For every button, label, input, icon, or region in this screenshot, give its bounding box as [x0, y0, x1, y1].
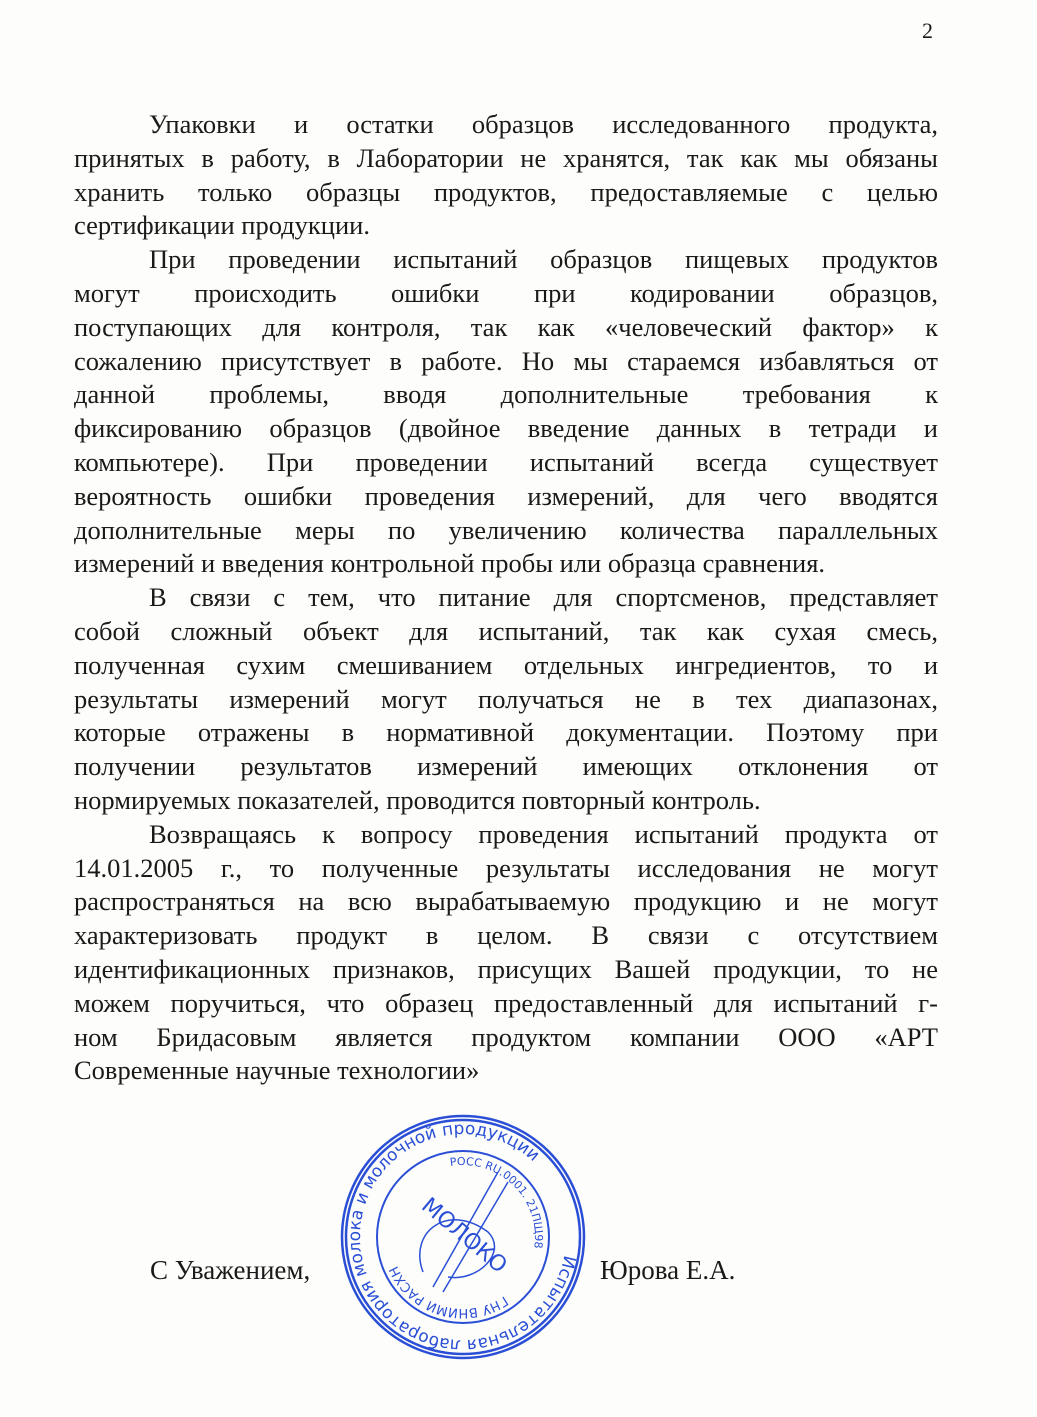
text-line: При проведении испытаний образцов пищевых продуктов: [149, 244, 938, 275]
text-line: измерений и введения контрольной пробы или образца сравнения.: [74, 548, 826, 579]
stamp-outer-text: Испытательная лаборатория молока и молочной продукции: [344, 1118, 580, 1356]
letter-body: [74, 108, 938, 1088]
text-line: получении результатов измерений имеющих отклонения от: [74, 751, 938, 782]
text-line: Упаковки и остатки образцов исследованного продукта,: [149, 109, 938, 139]
text-line: хранить только образцы продуктов, предоставляемые с целью: [74, 176, 938, 207]
text-line: ном Бридасовым является продуктом компании ООО «АРТ: [74, 1021, 938, 1052]
text-line: полученная сухим смешиванием отдельных ингредиентов, то и: [74, 649, 938, 680]
text-line: которые отражены в нормативной документации. Поэтому при: [74, 717, 938, 748]
text-line: принятых в работу, в Лаборатории не хранятся, так как мы обязаны: [74, 142, 938, 173]
stamp-accreditation: РОСС RU.0001. 21ПЩ98: [449, 1154, 546, 1250]
text-line: идентификационных признаков, присущих Вашей продукции, то не: [74, 953, 938, 984]
laboratory-stamp: [338, 1112, 588, 1362]
text-line: фиксированию образцов (двойное введение данных в тетради и: [74, 413, 938, 444]
text-line: вероятность ошибки проведения измерений, для чего вводятся: [74, 480, 938, 511]
text-line: сожалению присутствует в работе. Но мы стараемся избавляться от: [74, 345, 938, 376]
text-line: 14.01.2005 г., то полученные результаты исследования не могут: [74, 852, 938, 883]
text-line: данной проблемы, вводя дополнительные требования к: [74, 379, 938, 410]
page-number: 2: [922, 18, 933, 43]
closing-phrase: С Уважением,: [150, 1255, 311, 1285]
signatory-name: Юрова Е.А.: [600, 1255, 736, 1285]
text-line: В связи с тем, что питание для спортсменов, представляет: [149, 582, 938, 613]
text-line: собой сложный объект для испытаний, так как сухая смесь,: [74, 615, 938, 646]
text-line: нормируемых показателей, проводится повторный контроль.: [74, 784, 761, 815]
stamp-center-text: МОЛОКО: [416, 1193, 512, 1279]
text-line: дополнительные меры по увеличению количества параллельных: [74, 514, 938, 545]
text-line: компьютере). При проведении испытаний всегда существует: [74, 446, 938, 477]
text-line: распространяться на всю вырабатываемую продукцию и не могут: [74, 886, 938, 917]
text-line: Современные научные технологии»: [74, 1055, 480, 1086]
text-line: характеризовать продукт в целом. В связи с отсутствием: [74, 920, 938, 951]
text-line: сертификации продукции.: [74, 210, 370, 241]
stamp-inner-text: ГНУ ВНИМИ РАСХН: [386, 1263, 511, 1321]
text-line: результаты измерений могут получаться не в тех диапазонах,: [74, 683, 938, 714]
text-line: могут происходить ошибки при кодировании образцов,: [74, 277, 938, 308]
text-line: можем поручиться, что образец предоставленный для испытаний г-: [74, 987, 938, 1018]
text-line: Возвращаясь к вопросу проведения испытаний продукта от: [149, 818, 938, 849]
text-line: поступающих для контроля, так как «человеческий фактор» к: [74, 311, 938, 342]
